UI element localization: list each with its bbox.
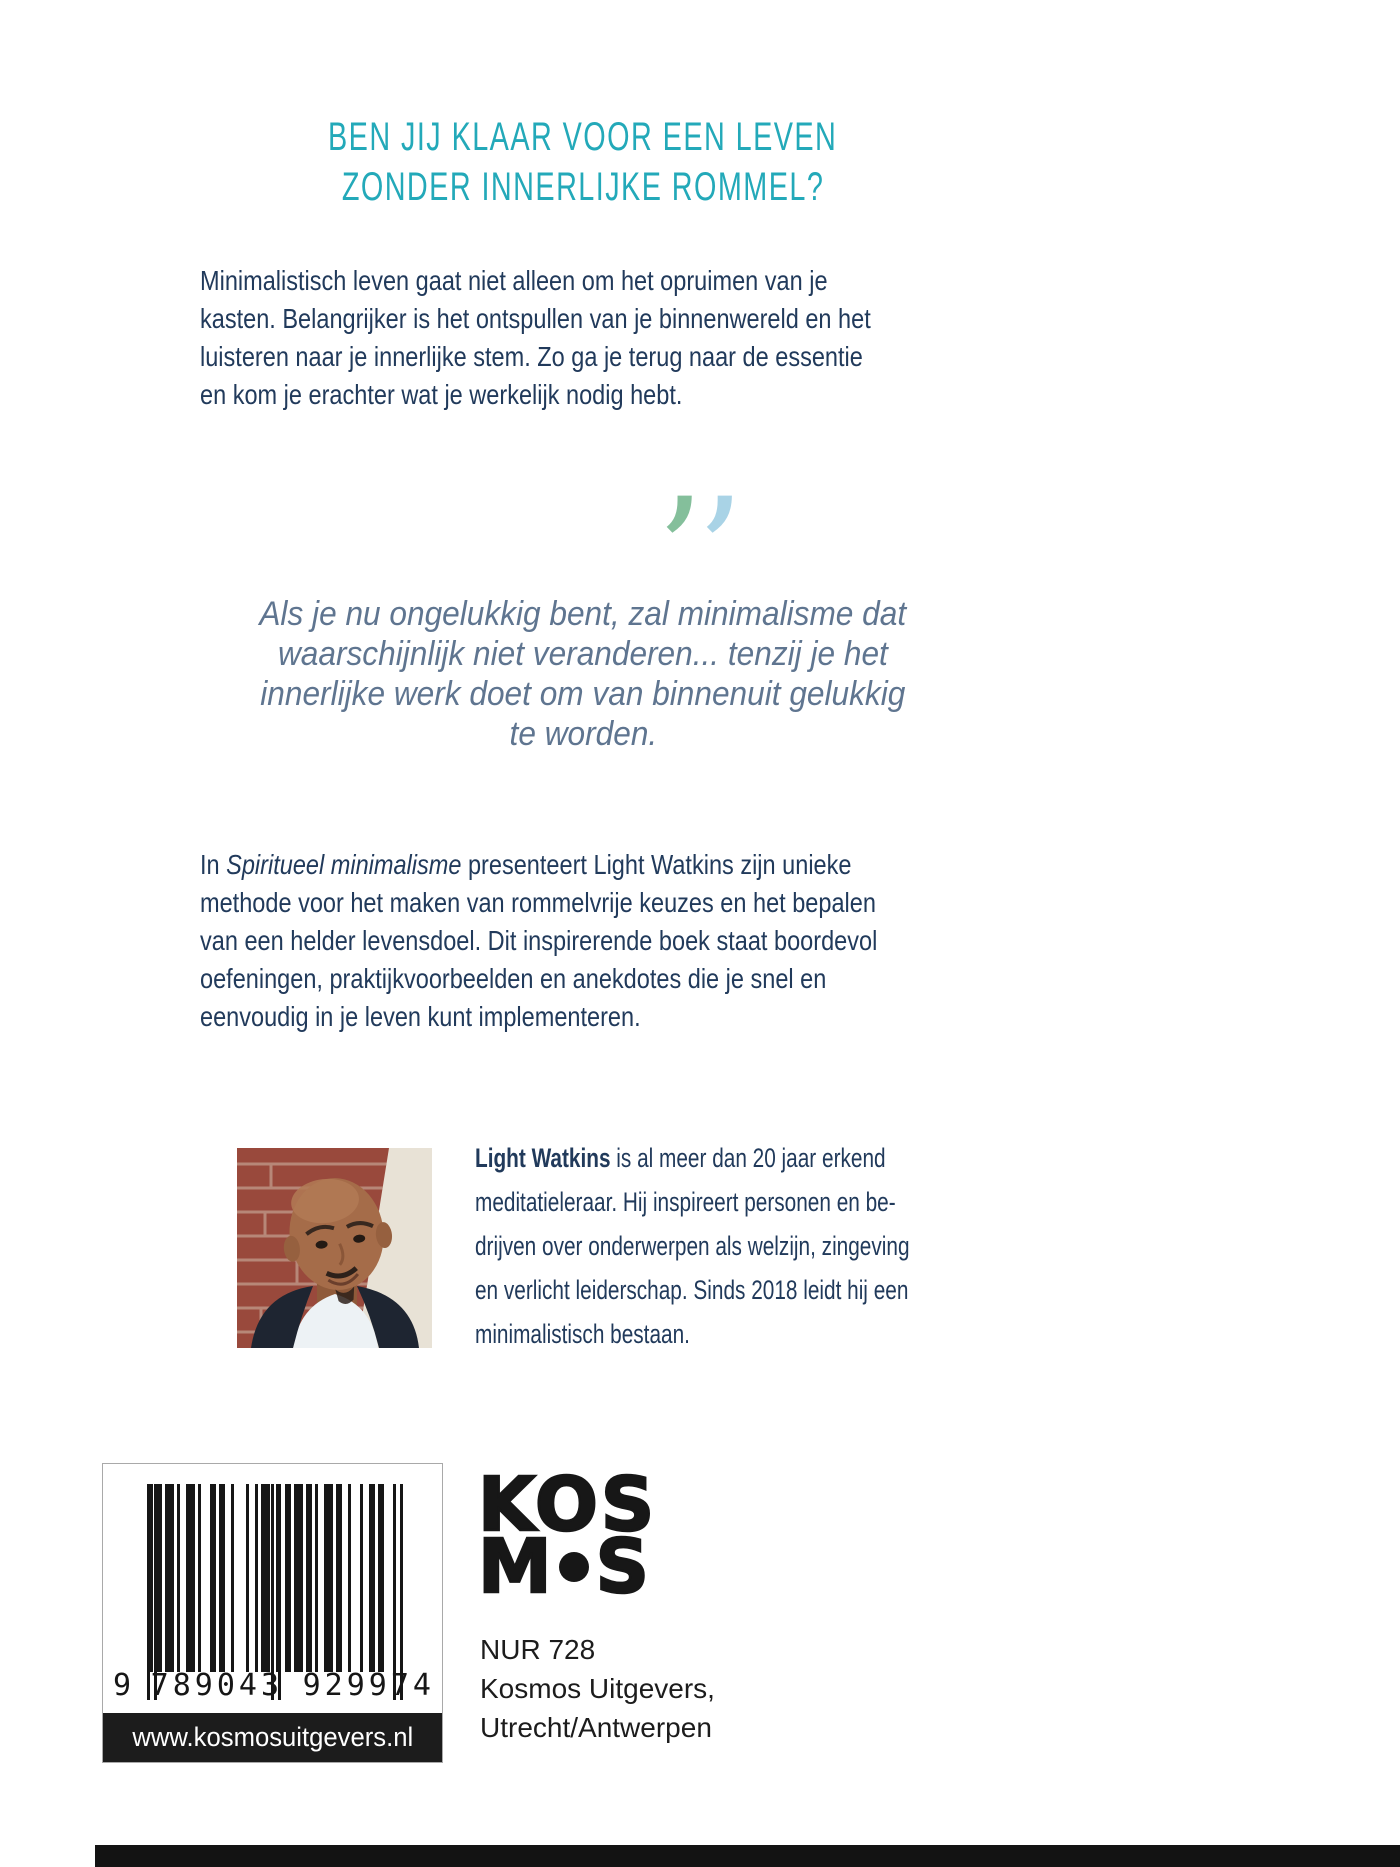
barcode-lead-digit: 9 (113, 1668, 132, 1703)
pull-quote-line-text: te worden. (509, 715, 657, 753)
kosmos-logo-m: M (478, 1524, 552, 1610)
intro-line (200, 300, 999, 338)
about-line (200, 960, 1006, 998)
tagline-line-1 (200, 112, 966, 162)
intro-line-text: en kom je erachter wat je werkelijk nodig hebt. (200, 379, 683, 410)
bio-line (475, 1268, 1039, 1312)
intro-line (200, 376, 999, 414)
about-line (200, 922, 1006, 960)
kosmos-logo-dot-icon (559, 1552, 589, 1582)
bottom-edge-bar (95, 1845, 1400, 1867)
bio-line-text: minimalistisch bestaan. (475, 1319, 690, 1349)
bio-line-text: meditatieleraar. Hij inspireert personen en be- (475, 1187, 896, 1217)
about-line-text: van een helder levensdoel. Dit inspirerende boek staat boordevol (200, 925, 878, 956)
pull-quote (200, 594, 966, 754)
intro-line-text: Minimalistisch leven gaat niet alleen om het opruimen van je (200, 265, 828, 296)
about-line (200, 846, 1006, 884)
intro-line (200, 338, 999, 376)
bio-line (475, 1312, 1039, 1356)
publisher-location: Utrecht/Antwerpen (480, 1712, 712, 1743)
bio-line-1 (475, 1136, 886, 1180)
bio-line (475, 1136, 1039, 1180)
author-bio (475, 1136, 1039, 1356)
kosmos-logo-s: S (595, 1524, 649, 1610)
about-book-paragraph (200, 846, 1006, 1036)
pull-quote-line-text: waarschijnlijk niet veranderen... tenzij je het (278, 635, 888, 673)
intro-line-text: kasten. Belangrijker is het ontspullen van je binnenwereld en het (200, 303, 871, 334)
intro-paragraph (200, 262, 999, 414)
author-photo (237, 1148, 432, 1348)
pull-quote-line (200, 714, 966, 754)
pull-quote-line (200, 634, 966, 674)
bio-line-1-rest: is al meer dan 20 jaar erkend (616, 1143, 886, 1173)
intro-line (200, 262, 999, 300)
intro-line-text: luisteren naar je innerlijke stem. Zo ga je terug naar de essentie (200, 341, 863, 372)
kosmos-logo (478, 1462, 658, 1610)
about-line-1 (200, 846, 851, 884)
pull-quote-line-text: innerlijke werk doet om van binnenuit gelukkig (260, 675, 906, 713)
about-line (200, 884, 1006, 922)
barcode-box (102, 1463, 443, 1763)
nur-code: NUR 728 (480, 1634, 596, 1665)
tagline-line-2-text: ZONDER INNERLIJKE ROMMEL? (341, 165, 825, 209)
tagline-line-2 (200, 162, 966, 212)
pull-quote-line-text: Als je nu ongelukkig bent, zal minimalisme dat (259, 595, 907, 633)
about-line (200, 998, 1006, 1036)
barcode-number (113, 1668, 435, 1703)
book-title-italic: Spiritueel minimalisme (226, 849, 462, 880)
pull-quote-line (200, 594, 966, 634)
pull-quote-line (200, 674, 966, 714)
publisher-info (480, 1630, 715, 1747)
tagline-heading (200, 112, 966, 212)
tagline-line-1-text: BEN JIJ KLAAR VOOR EEN LEVEN (328, 115, 838, 159)
about-line-1-prefix: In (200, 849, 220, 880)
barcode-digits-group-1: 789043 (150, 1668, 284, 1703)
website-band (103, 1713, 442, 1762)
bio-line-text: en verlicht leiderschap. Sinds 2018 leidt hij een (475, 1275, 909, 1305)
about-line-text: eenvoudig in je leven kunt implementeren. (200, 1001, 641, 1032)
about-line-text: oefeningen, praktijkvoorbeelden en anekdotes die je snel en (200, 963, 827, 994)
author-name: Light Watkins (475, 1143, 611, 1173)
bio-line (475, 1180, 1039, 1224)
about-line-1-rest: presenteert Light Watkins zijn unieke (467, 849, 852, 880)
quote-mark-green-icon: ’ (656, 467, 704, 641)
website-url: www.kosmosuitgevers.nl (132, 1722, 413, 1752)
barcode-digits-group-2: 929974 (302, 1668, 435, 1703)
quote-mark-blue-icon: ’ (696, 467, 744, 641)
publisher-name: Kosmos Uitgevers, (480, 1673, 715, 1704)
bio-line (475, 1224, 1039, 1268)
kosmos-logo-line-1: KOS (478, 1462, 658, 1548)
about-line-text: methode voor het maken van rommelvrije keuzes en het bepalen (200, 887, 876, 918)
bio-line-text: drijven over onderwerpen als welzijn, zingeving (475, 1231, 910, 1261)
